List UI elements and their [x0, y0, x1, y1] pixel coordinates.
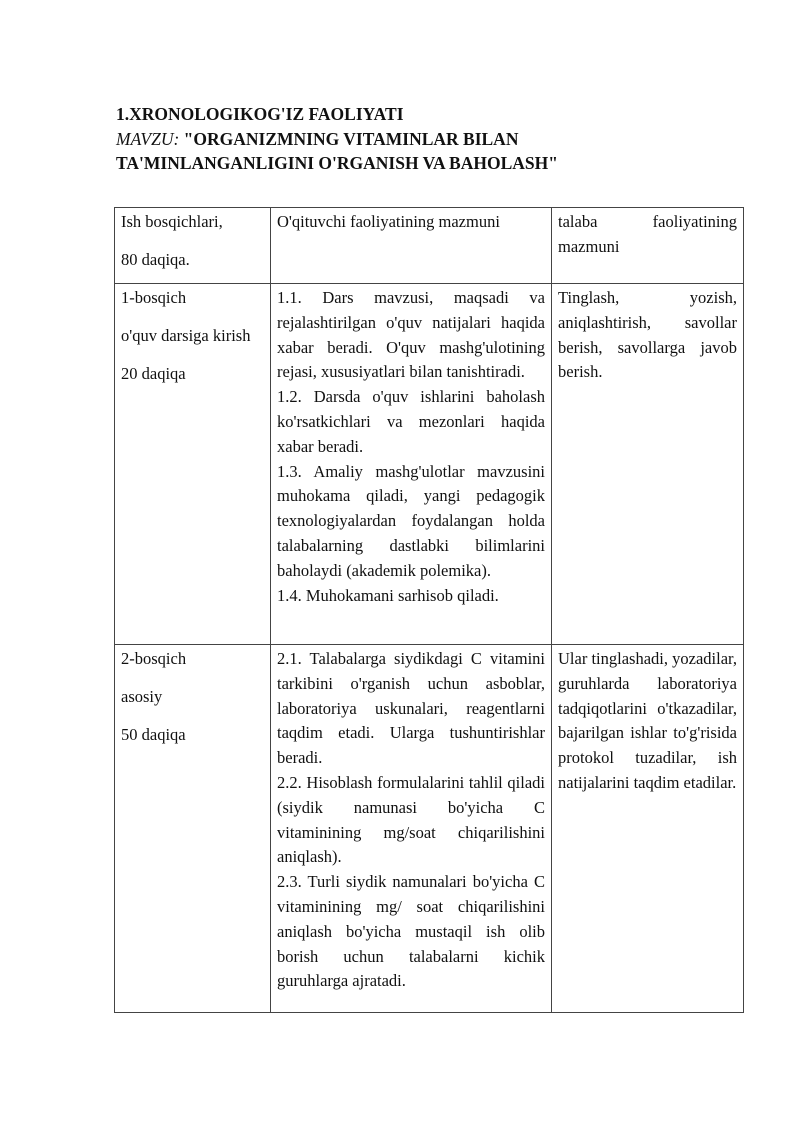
student-activity-cell	[552, 284, 744, 645]
student-activity-text: Ular tinglashadi, yozadilar, guruhlarda laboratoriya tadqiqotlarini o'tkazadilar, bajarilgan ishlar to'g'risida protokol tuzadilar, ish natijalarini taqdim etadilar.	[558, 649, 737, 792]
teacher-activity-item: 2.1. Talabalarga siydikdagi C vitamini tarkibini o'rganish uchun asboblar, laboratoriya uskunalari, reagentlarni taqdim etadi. Ularga tushuntirishlar beradi.	[277, 649, 545, 768]
header-cell-stages	[115, 208, 271, 284]
header-student-label: talaba faoliyatining mazmuni	[558, 212, 737, 256]
teacher-activity-item: 1.1. Dars mavzusi, maqsadi va rejalashtirilgan o'quv natijalari haqida xabar beradi. O'quv mashg'ulotining rejasi, xususiyatlari bilan tanishtiradi.	[277, 288, 545, 382]
stage-duration: 50 daqiqa	[121, 724, 186, 744]
topic-title-part-2: TA'MINLANGANLIGINI O'RGANISH VA BAHOLASH"	[116, 153, 558, 173]
stage-name: o'quv darsiga kirish	[121, 325, 251, 345]
topic-title-part-1: "ORGANIZMNING VITAMINLAR BILAN	[179, 128, 519, 149]
header-cell-student	[552, 208, 744, 284]
header-teacher-label: O'qituvchi faoliyatining mazmuni	[277, 212, 500, 231]
stage-name: asosiy	[121, 686, 163, 706]
section-title: 1.XRONOLOGIKOG'IZ FAOLIYATI	[116, 104, 404, 124]
topic-label: MAVZU:	[116, 128, 180, 149]
teacher-activity-cell	[271, 645, 552, 1013]
teacher-activity-item: 1.4. Muhokamani sarhisob qiladi.	[277, 585, 499, 605]
student-activity-cell	[552, 645, 744, 1013]
stage-number: 1-bosqich	[121, 288, 187, 307]
stage-duration: 20 daqiqa	[121, 363, 186, 383]
header-stages-label: Ish bosqichlari,	[121, 212, 223, 231]
table-row	[115, 284, 744, 645]
header-total-time: 80 daqiqa.	[121, 249, 190, 269]
teacher-activity-item: 1.2. Darsda o'quv ishlarini baholash ko'rsatkichlari va mezonlari haqida xabar beradi.	[277, 387, 545, 456]
stage-cell	[115, 645, 271, 1013]
lesson-plan-table	[114, 207, 744, 1013]
teacher-activity-item: 2.3. Turli siydik namunalari bo'yicha C vitaminining mg/ soat chiqarilishini aniqlash bo'yicha mustaqil ish olib borish uchun talabalarni kichik guruhlarga ajratadi.	[277, 872, 545, 991]
table-header-row	[115, 208, 744, 284]
stage-number: 2-bosqich	[121, 649, 187, 668]
document-heading	[116, 102, 756, 176]
stage-cell	[115, 284, 271, 645]
table-row	[115, 645, 744, 1013]
teacher-activity-item: 1.3. Amaliy mashg'ulotlar mavzusini muhokama qiladi, yangi pedagogik texnologiyalardan foydalangan holda talabalarning dastlabki bilimlarini baholaydi (akademik polemika).	[277, 461, 545, 580]
header-cell-teacher	[271, 208, 552, 284]
teacher-activity-cell	[271, 284, 552, 645]
student-activity-text: Tinglash, yozish, aniqlashtirish, savollar berish, savollarga javob berish.	[558, 288, 737, 382]
topic-line-1	[116, 127, 756, 152]
teacher-activity-item: 2.2. Hisoblash formulalarini tahlil qiladi (siydik namunasi bo'yicha C vitaminining mg/soat chiqarilishini aniqlash).	[277, 772, 545, 867]
